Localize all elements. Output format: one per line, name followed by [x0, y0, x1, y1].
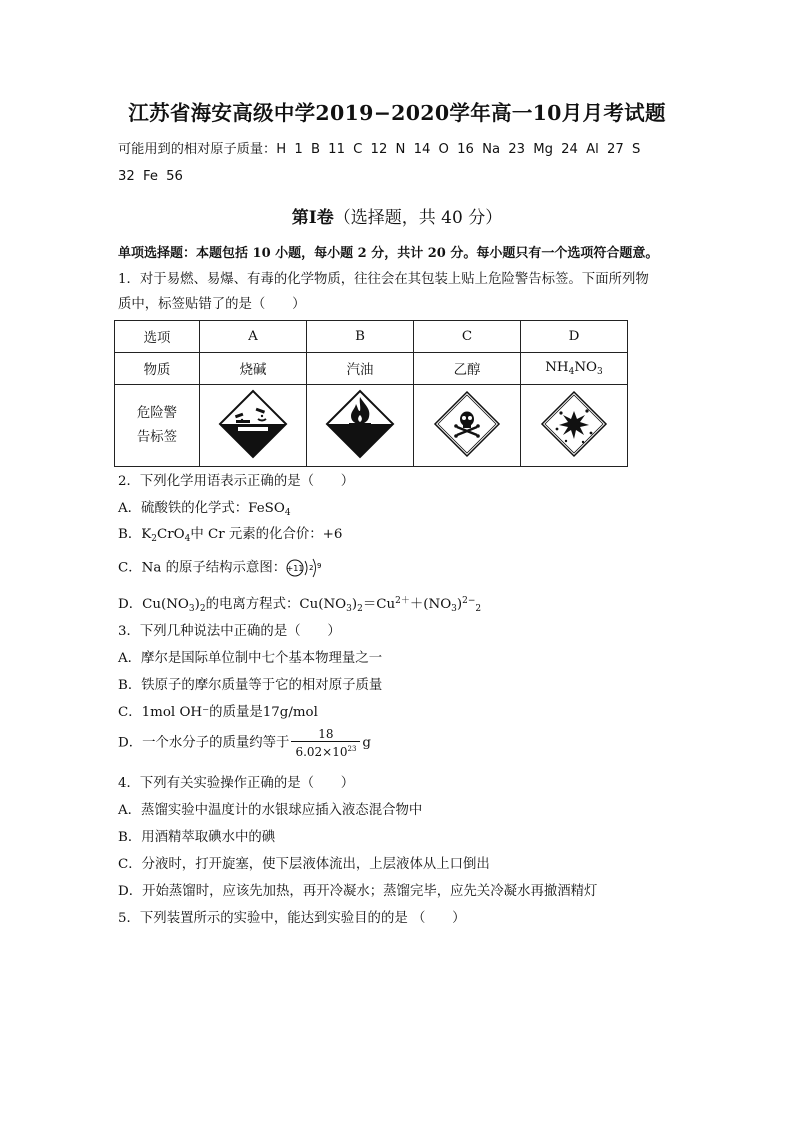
row-label-option: 选项	[115, 321, 200, 353]
q4-option-a: A．蒸馏实验中温度计的水银球应插入液态混合物中	[118, 803, 423, 818]
part-subtitle: （选择题，共 40 分）	[333, 208, 503, 228]
flammable-icon	[325, 389, 395, 459]
q4-option-c: C．分液时，打开旋塞，使下层液体流出，上层液体从上口倒出	[118, 857, 490, 872]
substance-a: 烧碱	[200, 353, 307, 385]
sodium-atom-diagram	[286, 556, 324, 580]
q2-stem: 2．下列化学用语表示正确的是（ ）	[118, 474, 355, 489]
option-d-header: D	[521, 321, 628, 353]
q3-option-d: D．一个水分子的质量约等于 $\frac{18}{6.02\times 10^{23}}$ g	[118, 727, 371, 759]
part-heading	[0, 203, 794, 228]
substance-b: 汽油	[307, 353, 414, 385]
explosive-icon	[539, 389, 609, 459]
substance-c: 乙醇	[414, 353, 521, 385]
q4-stem: 4．下列有关实验操作正确的是（ ）	[118, 776, 355, 791]
corrosive-icon	[218, 389, 288, 459]
svg-text:+11: +11	[286, 564, 304, 573]
q2-option-d: D．$Cu(NO_3)_2$的电离方程式：$Cu(NO_3)_2=Cu^{2+}+(NO_3)^{2-}_2$	[118, 596, 482, 614]
row-label-substance: 物质	[115, 353, 200, 385]
q5-stem: 5．下列装置所示的实验中，能达到实验目的的是 （ ）	[118, 911, 466, 926]
atomic-mass-list	[118, 136, 684, 190]
option-c-header: C	[414, 321, 521, 353]
option-b-header: B	[307, 321, 414, 353]
q2-option-b: B．$K_2CrO_4$中 Cr 元素的化合价：+6	[118, 527, 343, 544]
fraction: $\frac{18}{6.02\times 10^{23}}$	[291, 727, 360, 759]
part-title: 第Ⅰ卷	[291, 208, 334, 228]
section-heading: 单项选择题：本题包括 10 小题，每小题 2 分，共计 20 分。每小题只有一个选项符合题意。	[118, 246, 659, 261]
atomic-mass-line-1: 可能用到的相对原子质量：H 1 B 11 C 12 N 14 O 16 Na 23 Mg 24 Al 27 S	[118, 142, 641, 157]
label-c-cell	[414, 385, 521, 467]
label-d-cell	[521, 385, 628, 467]
exam-title: 江苏省海安高级中学2019−2020学年高一10月月考试题	[128, 101, 666, 125]
q3-option-b: B．铁原子的摩尔质量等于它的相对原子质量	[118, 678, 383, 693]
q3-stem: 3．下列几种说法中正确的是（ ）	[118, 624, 341, 639]
row-label-warning: 危险警 告标签	[115, 385, 200, 467]
toxic-icon	[432, 389, 502, 459]
substance-d: $NH_4NO_3$	[521, 353, 628, 385]
hazard-label-table	[114, 320, 628, 467]
q1-stem-line-2: 质中，标签贴错了的是（ ）	[118, 297, 306, 312]
label-b-cell	[307, 385, 414, 467]
q4-option-d: D．开始蒸馏时，应该先加热，再开冷凝水；蒸馏完毕，应先关冷凝水再撤酒精灯	[118, 884, 598, 899]
label-a-cell	[200, 385, 307, 467]
svg-text:9: 9	[317, 562, 322, 570]
option-a-header: A	[200, 321, 307, 353]
q3-option-a: A．摩尔是国际单位制中七个基本物理量之一	[118, 651, 383, 666]
q2-option-a: A．硫酸铁的化学式：FeSO$_4$	[118, 501, 291, 518]
q2-option-c: C．Na 的原子结构示意图： +11 2 9	[118, 556, 324, 580]
atomic-mass-line-2: 32 Fe 56	[118, 169, 183, 184]
q4-option-b: B．用酒精萃取碘水中的碘	[118, 830, 276, 845]
q3-option-c: C．1mol OH⁻的质量是17g/mol	[118, 705, 318, 720]
svg-text:2: 2	[309, 564, 314, 572]
q1-stem-line-1: 1．对于易燃、易爆、有毒的化学物质，往往会在其包装上贴上危险警告标签。下面所列物	[118, 272, 649, 287]
